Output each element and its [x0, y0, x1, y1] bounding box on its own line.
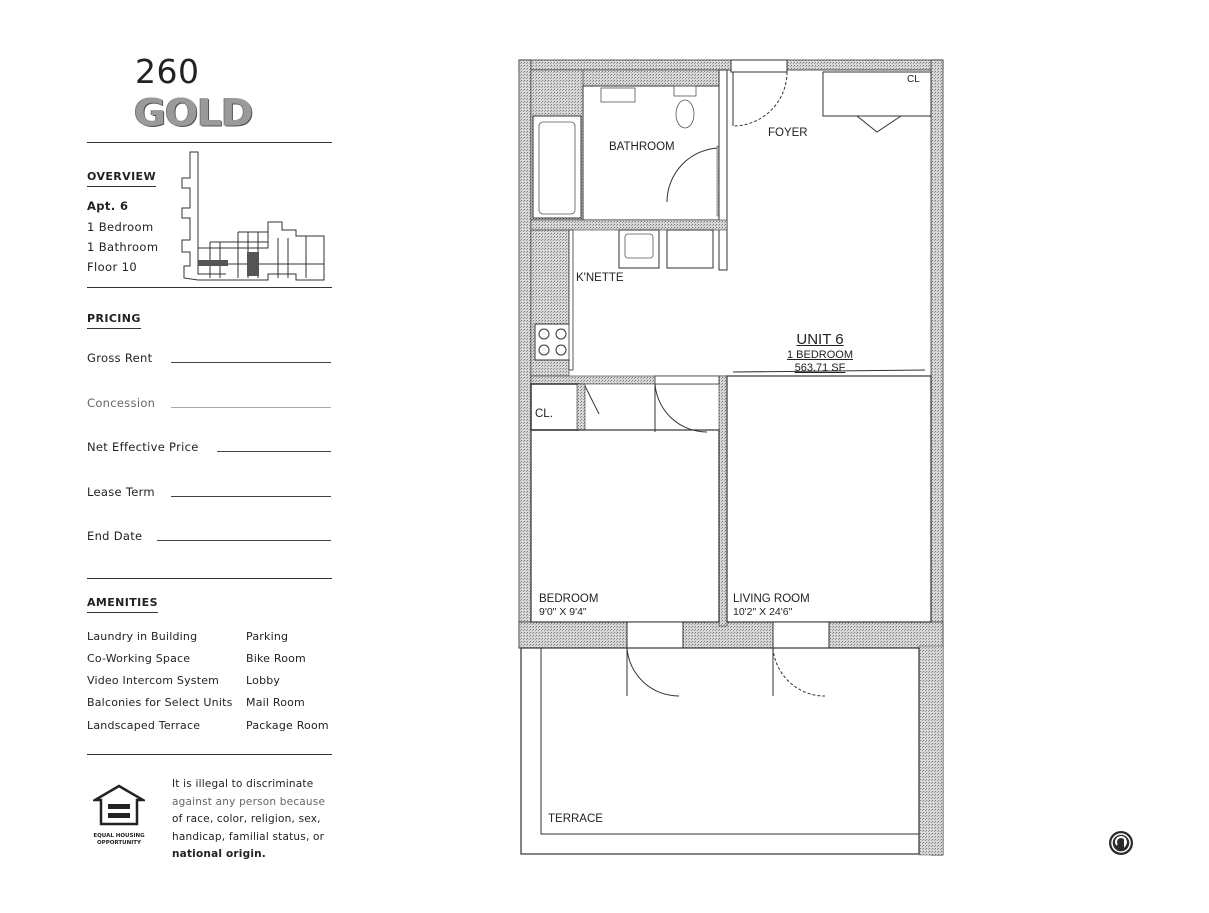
amenity-item: Laundry in Building	[87, 630, 198, 643]
living-room-dimensions: 10'2" X 24'6"	[733, 606, 793, 618]
amenity-item: Lobby	[246, 674, 281, 687]
bedroom-dimensions: 9'0" X 9'4"	[539, 606, 587, 618]
lease-term-field[interactable]	[171, 496, 331, 497]
net-effective-price-field[interactable]	[217, 451, 331, 452]
pricing-heading: PRICING	[87, 312, 141, 329]
amenity-item: Bike Room	[246, 652, 306, 665]
divider	[87, 142, 332, 143]
brand-word: GOLD	[134, 92, 253, 135]
bedroom-count: 1 Bedroom	[87, 220, 154, 234]
bathroom-count: 1 Bathroom	[87, 240, 159, 254]
closet-label: CL.	[535, 408, 553, 420]
concession-label: Concession	[87, 396, 156, 410]
divider	[87, 287, 332, 288]
brand-logo-icon	[1107, 829, 1135, 857]
floor-number: Floor 10	[87, 260, 138, 274]
bathroom-label: BATHROOM	[609, 141, 675, 153]
amenity-item: Co-Working Space	[87, 652, 191, 665]
unit-title: UNIT 6	[796, 331, 844, 348]
foyer-label: FOYER	[768, 127, 808, 139]
eho-label: EQUAL HOUSING OPPORTUNITY	[93, 833, 145, 846]
amenity-item: Package Room	[246, 719, 329, 732]
end-date-label: End Date	[87, 529, 143, 543]
brand-number: 260	[135, 52, 200, 91]
amenity-item: Landscaped Terrace	[87, 719, 201, 732]
apt-number: Apt. 6	[87, 199, 129, 213]
amenity-item: Balconies for Select Units	[87, 696, 233, 709]
unit-square-footage: 563.71 SF	[794, 362, 846, 374]
equal-housing-icon	[93, 784, 145, 828]
gross-rent-label: Gross Rent	[87, 351, 153, 365]
kitchenette-label: K'NETTE	[576, 272, 624, 284]
amenity-item: Video Intercom System	[87, 674, 220, 687]
overview-heading: OVERVIEW	[87, 170, 156, 187]
amenities-heading: AMENITIES	[87, 596, 158, 613]
concession-field[interactable]	[171, 407, 331, 408]
end-date-field[interactable]	[157, 540, 331, 541]
terrace-label: TERRACE	[548, 813, 603, 825]
gross-rent-field[interactable]	[171, 362, 331, 363]
closet-label: CL	[907, 74, 920, 85]
key-plan-diagram	[178, 148, 330, 282]
net-effective-price-label: Net Effective Price	[87, 440, 199, 454]
fair-housing-disclaimer: It is illegal to discriminate against any person because of race, color, religion, sex, handicap, familial status, or national origin.	[172, 778, 326, 860]
divider	[87, 754, 332, 755]
amenity-item: Mail Room	[246, 696, 305, 709]
floor-plan	[515, 56, 947, 858]
amenity-item: Parking	[246, 630, 289, 643]
divider	[87, 578, 332, 579]
living-room-label: LIVING ROOM	[733, 593, 810, 605]
unit-bedrooms: 1 BEDROOM	[786, 349, 853, 361]
bedroom-label: BEDROOM	[539, 593, 599, 605]
lease-term-label: Lease Term	[87, 485, 155, 499]
